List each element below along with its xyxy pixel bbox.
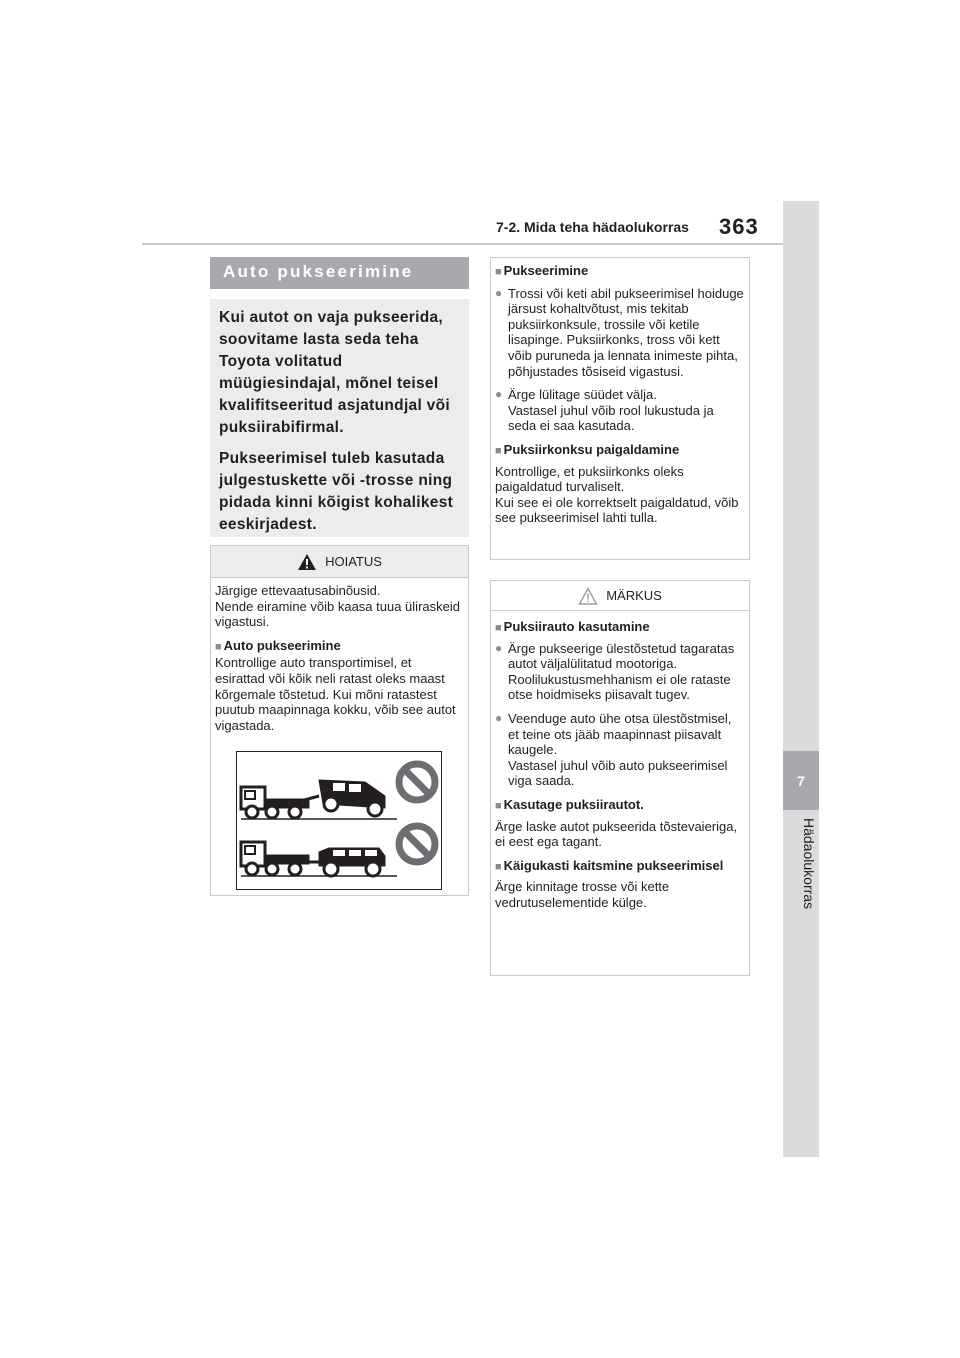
page-number: 363 [719,214,759,239]
warning-intro: Järgige ettevaatusabinõusid. [215,583,381,598]
list-item: ● Trossi või keti abil pukseerimisel hoiduge järsust kohaltvõtust, mis tekitab puksiirkonksule, trossile või ketile lisapinge. Puksiirkonks, tross või kett võib puruneda ja lennata inimeste pihta, põhjustades tõsiseid vigastusi. [495,285,744,379]
warning-text: Kontrollige auto transportimisel, et esirattad või kõik neli ratast oleks maast kõrgemale tõstetud. Kui mõni ratastest puutub maapinnaga kokku, võib see autot vigastada. [215,655,456,733]
warning-text: Kui see ei ole korrektselt paigaldatud, võib see pukseerimisel lahti tulla. [495,494,739,526]
section-heading: Auto pukseerimine [210,257,469,289]
notice-box [490,580,750,976]
warning-triangle-icon [297,553,317,571]
notice-header [491,581,749,611]
list-item: ● Veenduge auto ühe otsa ülestõstmisel, et teine ots jääb maapinnast piisavalt kaugele. Vastasel juhul võib auto pukseerimisel viga saada. [495,710,732,789]
chapter-number: 7 [783,751,819,810]
warning-subheading: ■ Puksiirkonksu paigaldamine [495,442,744,460]
intro-box [210,299,469,537]
bullet-icon: ● [495,387,503,402]
chapter-side-tab [783,201,819,1157]
warning-text: Kontrollige, et puksiirkonks oleks paigaldatud turvaliselt. [495,463,684,495]
header-rule [142,243,784,245]
notice-subheading: ■ Kasutage puksiirautot. [495,797,744,815]
chapter-label: Hädaolukorras [801,818,817,910]
warning-subheading: ■ Pukseerimine [495,263,744,281]
list-item: ● Ärge pukseerige ülestõstetud tagaratas autot väljalülitatud mootoriga. Roolilukustusmehhanism ei ole rataste otse hoidmiseks piisavalt tugev. [495,640,735,703]
warning-title: HOIATUS [325,553,382,569]
notice-title: MÄRKUS [606,587,662,603]
bullet-icon: ● [495,285,503,300]
caution-outline-icon [578,587,598,605]
warning-header [211,546,468,578]
towing-illustration [236,751,442,890]
warning-intro: Nende eiramine võib kaasa tuua üliraskeid vigastusi. [215,598,460,630]
notice-subheading: ■ Puksiirauto kasutamine [495,619,744,637]
tow-truck-prohibited-illustration [237,752,441,889]
notice-subheading: ■ Käigukasti kaitsmine pukseerimisel [495,858,744,876]
notice-text: Ärge laske autot pukseerida tõstevaieriga, ei eest ega tagant. [495,818,738,850]
bullet-icon: ● [495,640,503,655]
intro-paragraph: Kui autot on vaja pukseerida, soovitame lasta seda teha Toyota volitatud müügiesindajal, mõnel teisel kvalifitseeritud asjatundjal või puksiirabifirmal. [219,309,450,436]
bullet-icon: ● [495,710,503,725]
warning-subheading: ■ Auto pukseerimine [215,638,463,656]
notice-text: Ärge kinnitage trosse või kette vedrutuselementide külge. [495,879,670,910]
warning-continued-box [490,257,750,560]
list-item: ● Ärge lülitage süüdet välja. Vastasel juhul võib rool lukustuda ja seda ei saa kasutada. [495,387,714,434]
intro-paragraph: Pukseerimisel tuleb kasutada julgestuskette või -trosse ning pidada kinni kõigist kohalikest eeskirjadest. [219,450,454,533]
section-title: 7-2. Mida teha hädaolukorras [496,219,689,235]
prohibited-icon [399,764,435,862]
